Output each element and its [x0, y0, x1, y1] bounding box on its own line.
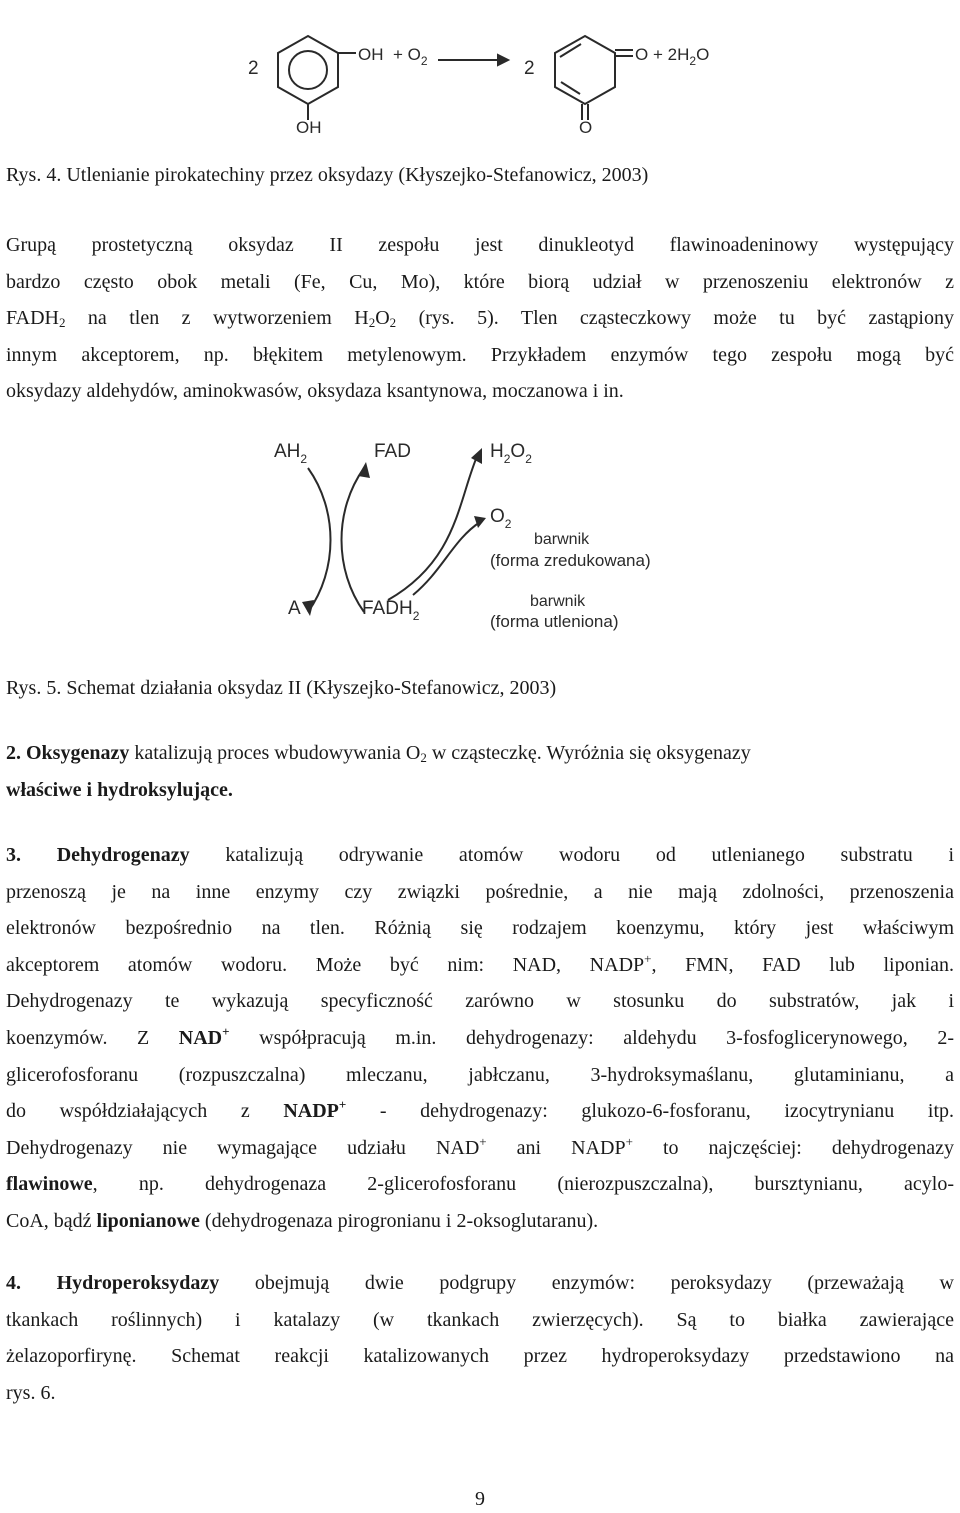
- reaction-arrow: [438, 55, 508, 65]
- text-line: do współdziałających z NADP+ - dehydrogenazy: glukozo-6-fosforanu, izocytrynianu itp.: [6, 1097, 954, 1123]
- text-line: Dehydrogenazy nie wymagające udziału NAD+ ani NADP+ to najczęściej: dehydrogenazy: [6, 1133, 955, 1159]
- ah2-label: $AH_2$: [274, 441, 308, 466]
- text-line: rys. 6.: [6, 1381, 56, 1404]
- h2o2-label: $H_2O_2$: [490, 441, 532, 466]
- page-number: 9: [475, 1488, 485, 1510]
- text-line: CoA, bądź liponianowe (dehydrogenaza pirogronianu i 2-oksoglutaranu).: [6, 1209, 599, 1232]
- reduced-dye-label: barwnik: [534, 531, 590, 548]
- reduced-form-label: (forma zredukowana): [490, 551, 651, 570]
- text-line: właściwe i hydroksylujące.: [6, 778, 233, 801]
- text-line: przenoszą je na inne enzymy czy związki pośrednie, a nie mają zdolności, przenoszenia: [6, 880, 954, 903]
- lhs-coefficient: 2: [248, 58, 259, 79]
- text-line: 4. Hydroperoksydazy obejmują dwie podgrupy enzymów: peroksydazy (przeważają w: [6, 1272, 954, 1294]
- o2-label: $O_2$: [490, 506, 512, 531]
- figure-5-caption: [6, 675, 556, 701]
- oxidized-form-label: (forma utleniona): [490, 612, 619, 631]
- text-line: elektronów bezpośrednio na tlen. Różnią się rodzajem koenzymu, który jest właściwym: [6, 917, 954, 940]
- figure-4-caption: [6, 162, 648, 188]
- text-line: flawinowe, np. dehydrogenaza 2-glicerofosforanu (nierozpuszczalna), bursztynianu, acylo-: [6, 1173, 954, 1196]
- text-line: oksydazy aldehydów, aminokwasów, oksydaza ksantynowa, moczanowa i in.: [6, 380, 624, 403]
- oh-top-label: OH: [358, 45, 384, 64]
- oxidized-dye-label: barwnik: [530, 593, 586, 610]
- section-dehydrogenases: [6, 837, 954, 1240]
- text-line: $FADH_2$ na tlen z wytworzeniem $H_2O_2$ (rys. 5). Tlen cząsteczkowy może tu być zastąpiony: [6, 307, 954, 331]
- text-line: koenzymów. Z NAD+ współpracują m.in. dehydrogenazy: aldehydu 3-fosfoglicerynowego, 2-: [6, 1023, 954, 1049]
- reaction-curves: [308, 454, 480, 612]
- oxidase-scheme-figure: [268, 430, 708, 635]
- text-line: innym akceptorem, np. błękitem metylenowym. Przykładem enzymów tego zespołu mogą być: [6, 343, 954, 366]
- text-line: Grupą prostetyczną oksydaz II zespołu jest dinukleotyd flawinoadeninowy występujący: [6, 234, 954, 256]
- fad-label: FAD: [374, 441, 411, 462]
- pyrocatechol-oxidation-figure: [240, 28, 730, 138]
- ketone-o-right: O: [635, 45, 649, 64]
- text-line: 2. Oksygenazy katalizują proces wbudowywania $O_2$ w cząsteczkę. Wyróżnia się oksygenazy: [6, 742, 751, 765]
- quinone-ring: [555, 36, 633, 120]
- caption-text: Schemat działania oksydaz II (Kłyszejko-Stefanowicz, 2003): [66, 677, 557, 699]
- fadh2-label: $FADH_2$: [362, 598, 420, 623]
- section-oxygenases: [6, 735, 954, 808]
- caption-label: Rys. 5.: [6, 677, 62, 699]
- rhs-coefficient: 2: [524, 58, 535, 79]
- ketone-o-bottom: O: [579, 118, 593, 137]
- oh-bottom-label: OH: [296, 118, 322, 137]
- text-line: bardzo często obok metali (Fe, Cu, Mo), które biorą udział w przenoszeniu elektronów z: [6, 270, 954, 293]
- section-hydroperoxidases: [6, 1265, 954, 1411]
- plus-oxygen-label: + $O_2$: [393, 45, 428, 68]
- plus-water-label: + $2H_2O$: [653, 45, 710, 68]
- text-line: akceptorem atomów wodoru. Może być nim: NAD, NADP+, FMN, FAD lub liponian.: [6, 950, 955, 976]
- text-line: żelazoporfirynę. Schemat reakcji katalizowanych przez hydroperoksydazy przedstawiono na: [6, 1345, 954, 1368]
- text-line: 3. Dehydrogenazy katalizują odrywanie atomów wodoru od utlenianego substratu i: [6, 844, 955, 866]
- text-line: tkankach roślinnych) i katalazy (w tkankach zwierzęcych). Są to białka zawierające: [6, 1308, 954, 1331]
- text-line: Dehydrogenazy te wykazują specyficzność zarówno w stosunku do substratów, jak i: [6, 990, 954, 1013]
- paragraph-oxidases: [6, 227, 954, 410]
- caption-text: Utlenianie pirokatechiny przez oksydazy (Kłyszejko-Stefanowicz, 2003): [66, 164, 649, 186]
- caption-label: Rys. 4.: [6, 164, 62, 186]
- a-label: A: [288, 598, 301, 619]
- catechol-ring: [278, 36, 356, 120]
- text-line: glicerofosforanu (rozpuszczalna) mleczanu, jabłczanu, 3-hydroksymaślanu, glutaminianu, a: [6, 1063, 954, 1086]
